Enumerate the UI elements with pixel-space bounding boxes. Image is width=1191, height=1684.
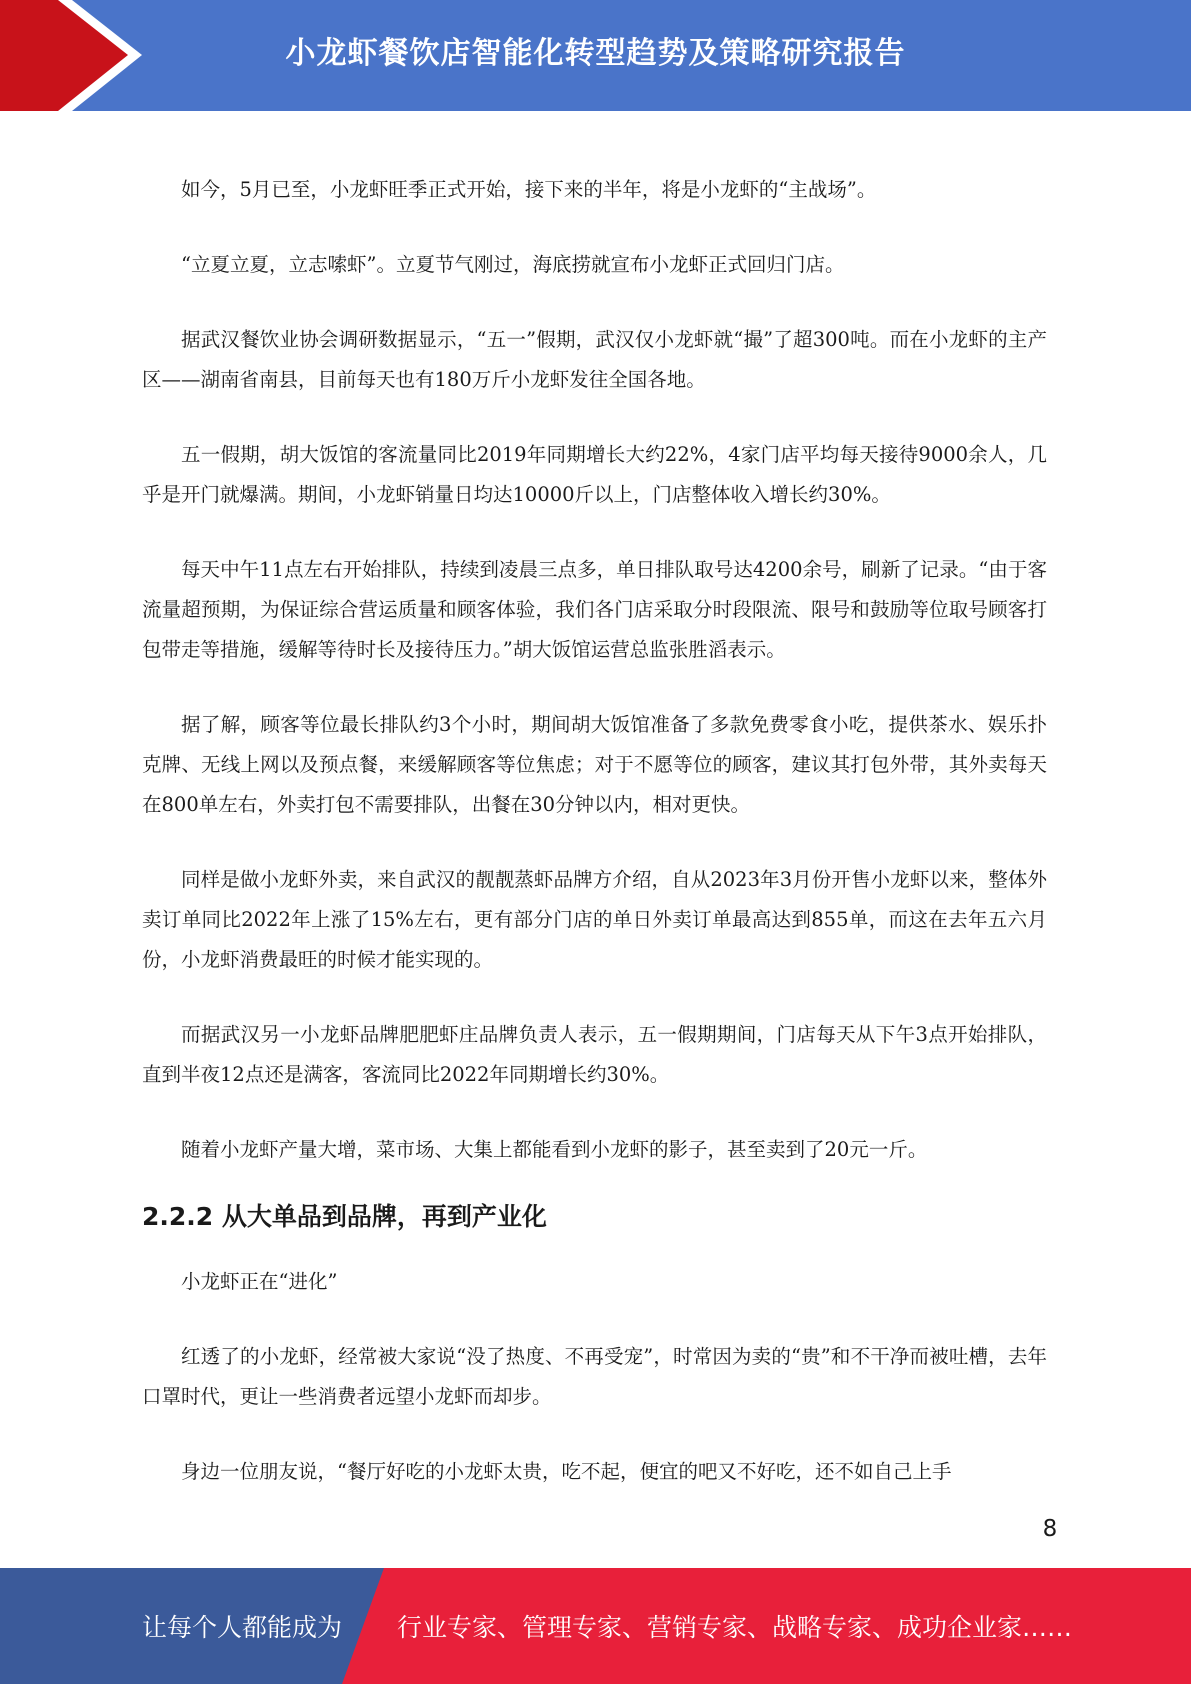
footer-slogan-right: 行业专家、管理专家、营销专家、战略专家、成功企业家……	[397, 1613, 1073, 1642]
paragraph: “立夏立夏，立志嗦虾”。立夏节气刚过，海底捞就宣布小龙虾正式回归门店。	[181, 253, 845, 276]
paragraphs-after-heading	[142, 1262, 1047, 1492]
footer-slogan-left: 让每个人都能成为	[142, 1613, 343, 1642]
paragraph: 同样是做小龙虾外卖，来自武汉的靓靓蒸虾品牌方介绍，自从2023年3月份开售小龙虾以来，整体外卖订单同比2022年上涨了15%左右，更有部分门店的单日外卖订单最高达到855单，而这在去年五六月份，小龙虾消费最旺的时候才能实现的。	[142, 868, 1047, 971]
paragraphs-before-heading	[142, 170, 1047, 1170]
paragraph: 随着小龙虾产量大增，菜市场、大集上都能看到小龙虾的影子，甚至卖到了20元一斤。	[181, 1138, 928, 1161]
paragraph: 而据武汉另一小龙虾品牌肥肥虾庄品牌负责人表示，五一假期期间，门店每天从下午3点开始排队，直到半夜12点还是满客，客流同比2022年同期增长约30%。	[142, 1023, 1047, 1086]
paragraph: 红透了的小龙虾，经常被大家说“没了热度、不再受宠”，时常因为卖的“贵”和不干净而被吐槽，去年口罩时代，更让一些消费者远望小龙虾而却步。	[142, 1345, 1047, 1408]
page-footer	[0, 1568, 1191, 1684]
document-body	[142, 170, 1047, 1527]
section-heading: 2.2.2 从大单品到品牌，再到产业化	[142, 1202, 547, 1231]
paragraph: 五一假期，胡大饭馆的客流量同比2019年同期增长大约22%，4家门店平均每天接待9000余人，几乎是开门就爆满。期间，小龙虾销量日均达10000斤以上，门店整体收入增长约30%。	[142, 443, 1047, 506]
paragraph: 据武汉餐饮业协会调研数据显示，“五一”假期，武汉仅小龙虾就“撮”了超300吨。而在小龙虾的主产区——湖南省南县，目前每天也有180万斤小龙虾发往全国各地。	[142, 328, 1047, 391]
paragraph: 如今，5月已至，小龙虾旺季正式开始，接下来的半年，将是小龙虾的“主战场”。	[181, 178, 877, 201]
paragraph: 身边一位朋友说，“餐厅好吃的小龙虾太贵，吃不起，便宜的吧又不好吃，还不如自己上手	[181, 1460, 952, 1483]
paragraph: 据了解，顾客等位最长排队约3个小时，期间胡大饭馆准备了多款免费零食小吃，提供茶水、娱乐扑克牌、无线上网以及预点餐，来缓解顾客等位焦虑；对于不愿等位的顾客，建议其打包外带，其外卖每天在800单左右，外卖打包不需要排队，出餐在30分钟以内，相对更快。	[142, 713, 1047, 816]
paragraph: 每天中午11点左右开始排队，持续到凌晨三点多，单日排队取号达4200余号，刷新了记录。“由于客流量超预期，为保证综合营运质量和顾客体验，我们各门店采取分时段限流、限号和鼓励等位取号顾客打包带走等措施，缓解等待时长及接待压力。”胡大饭馆运营总监张胜滔表示。	[142, 558, 1047, 661]
page-header	[0, 0, 1191, 111]
paragraph: 小龙虾正在“进化”	[181, 1270, 338, 1293]
page-number: 8	[1042, 1516, 1058, 1542]
report-title: 小龙虾餐饮店智能化转型趋势及策略研究报告	[285, 36, 906, 71]
